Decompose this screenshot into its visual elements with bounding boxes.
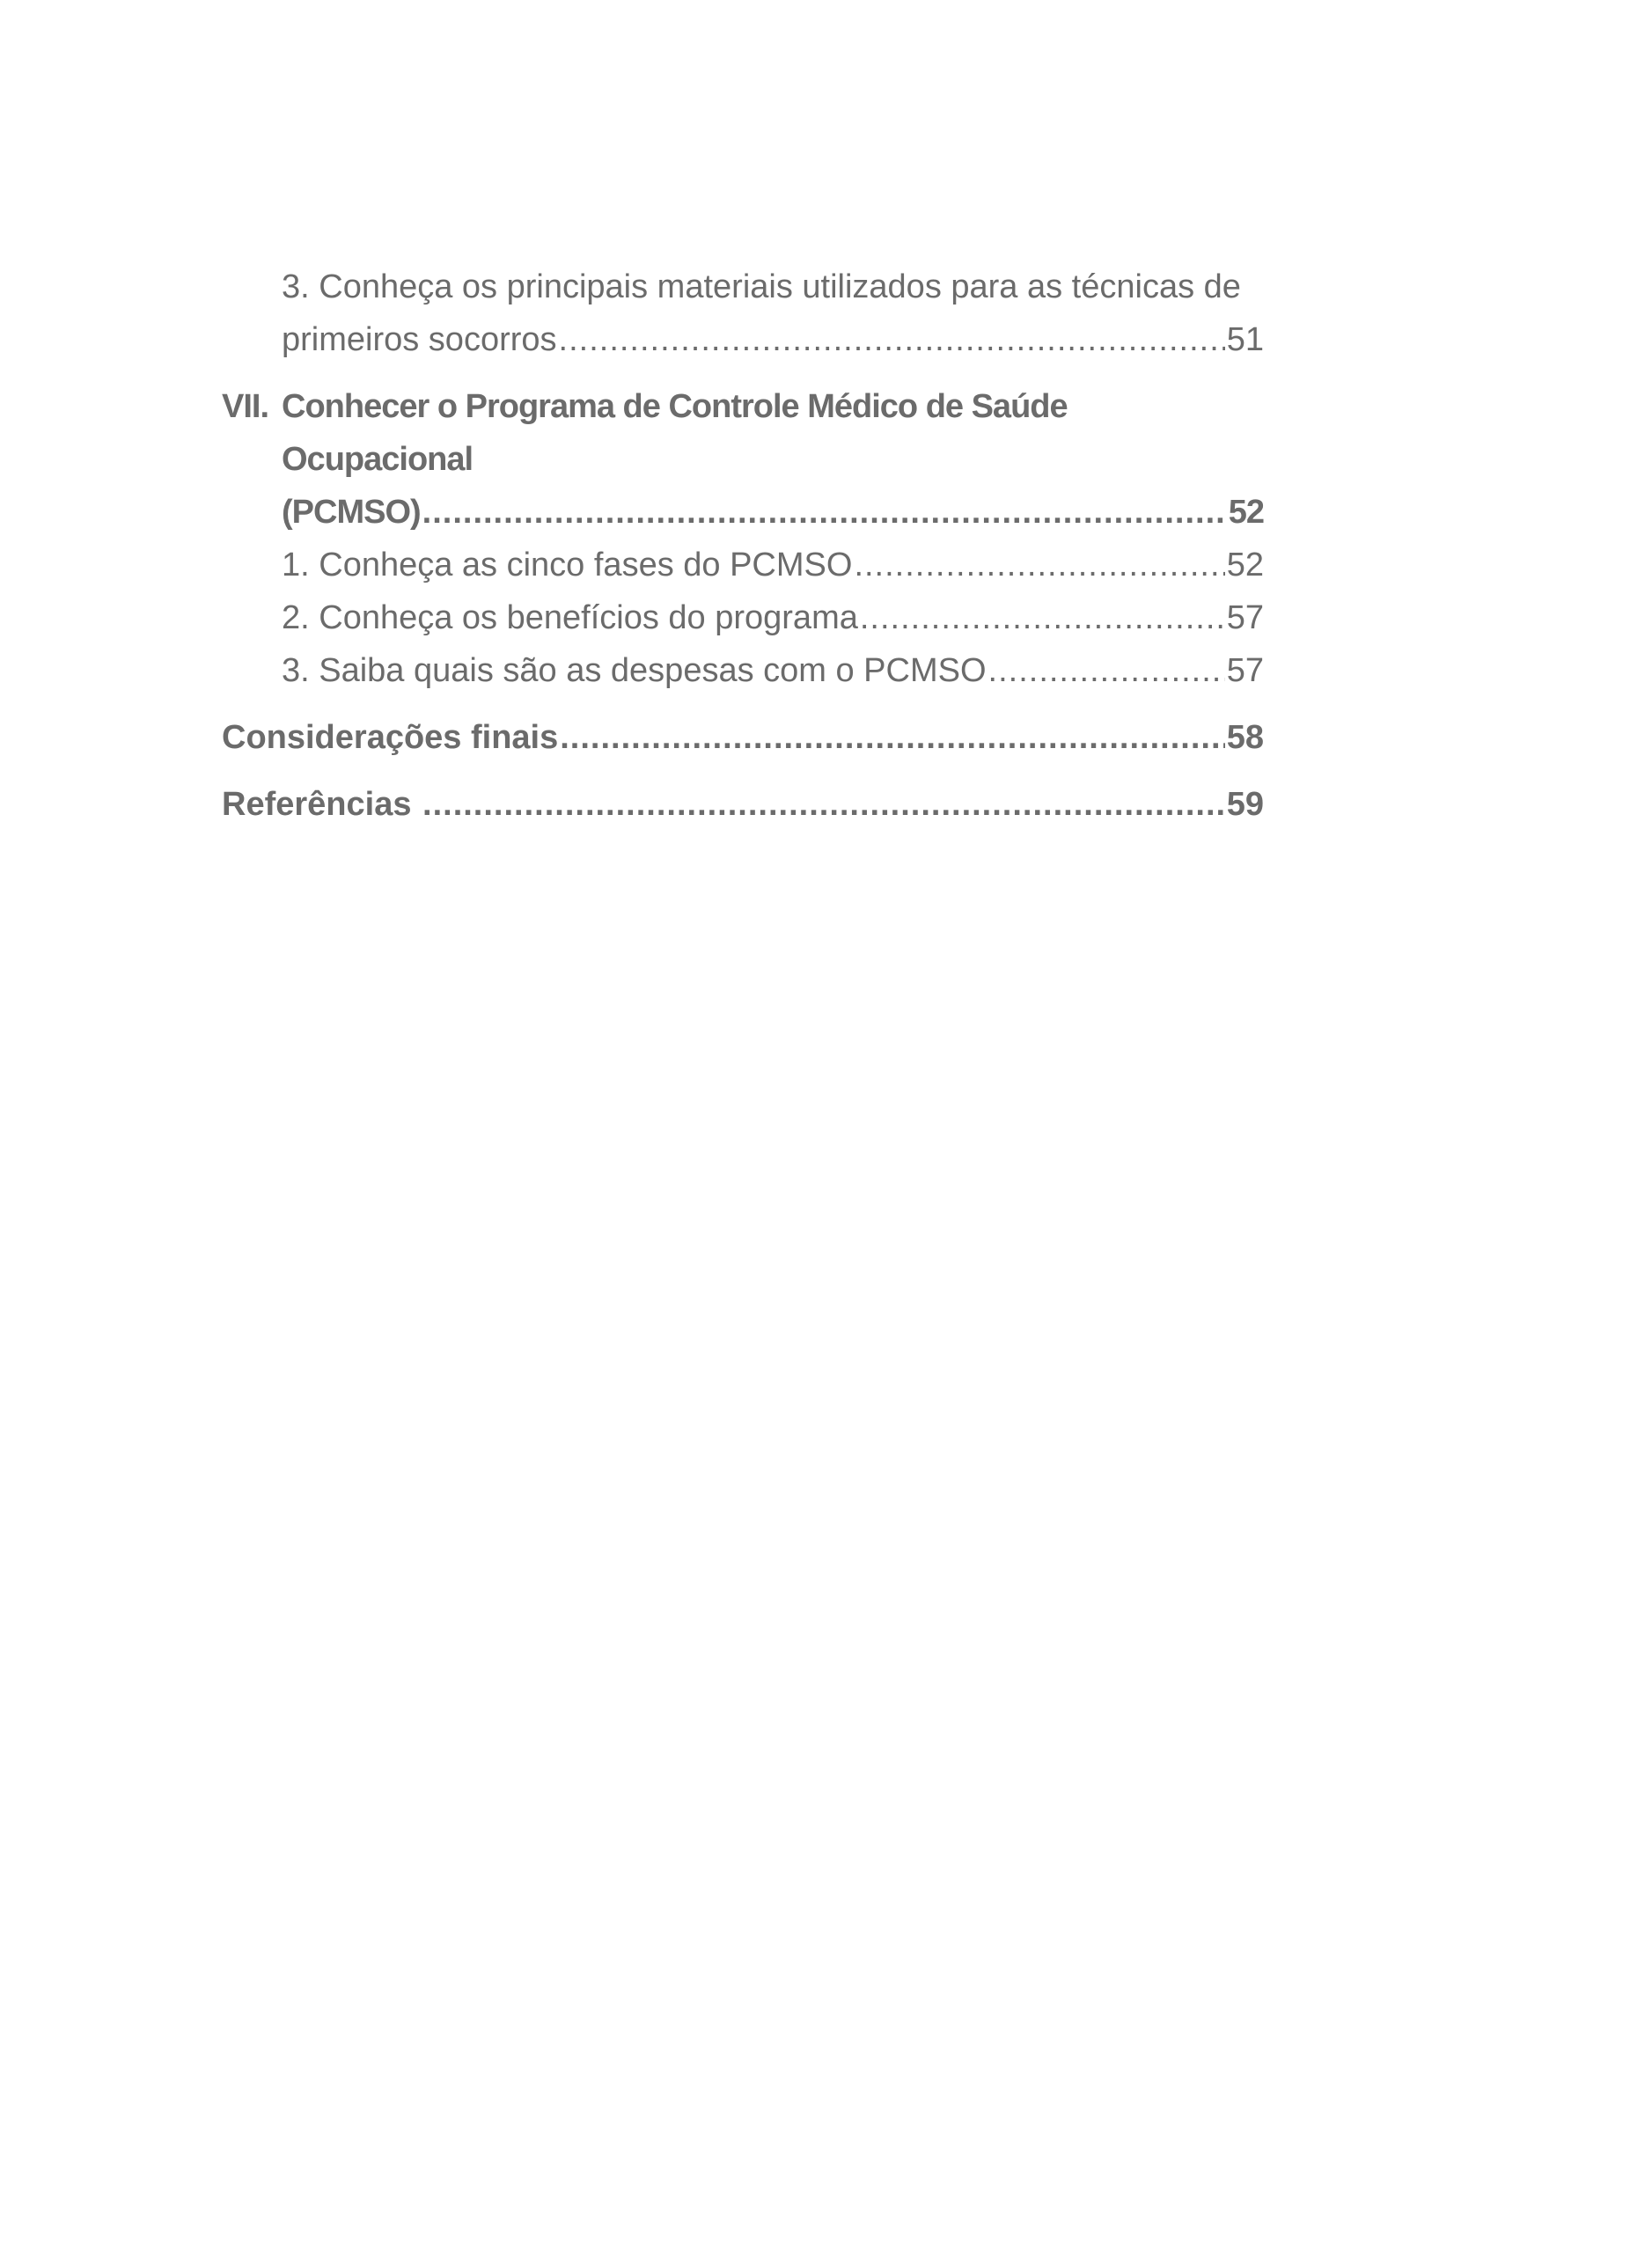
toc-entry-title: 1. Conheça as cinco fases do PCMSO xyxy=(282,547,853,583)
table-of-contents xyxy=(222,261,1264,831)
dot-leader xyxy=(854,539,1224,591)
toc-entry-title: 2. Conheça os benefícios do programa xyxy=(282,599,858,636)
toc-entry-cinco-fases[interactable] xyxy=(222,539,1264,591)
toc-entry-leader-line xyxy=(282,313,1264,366)
toc-entry-leader-line xyxy=(282,591,1264,644)
toc-page-number: 59 xyxy=(1226,786,1264,823)
dot-leader xyxy=(560,711,1224,764)
dot-leader xyxy=(559,313,1225,366)
toc-entry-beneficios[interactable] xyxy=(222,591,1264,644)
toc-entry-leader-line xyxy=(222,711,1264,764)
toc-entry-title-line: Conhecer o Programa de Controle Médico de Saúde Ocupacional xyxy=(282,388,1068,478)
toc-page-number: 52 xyxy=(1228,494,1264,531)
dot-leader xyxy=(988,644,1225,697)
toc-entry-title: 3. Saiba quais são as despesas com o PCMSO xyxy=(282,652,987,689)
dot-leader xyxy=(422,486,1227,539)
toc-entry-leader-line xyxy=(282,486,1264,539)
toc-entry-consideracoes-finais[interactable] xyxy=(222,711,1264,764)
toc-page-number: 51 xyxy=(1226,321,1264,358)
toc-entry-title-line: 3. Conheça os principais materiais utilizados para as técnicas de xyxy=(282,268,1241,305)
toc-page-number: 58 xyxy=(1226,719,1264,756)
toc-entry-leader-line xyxy=(282,539,1264,591)
dot-leader xyxy=(860,591,1225,644)
toc-entry-leader-line xyxy=(282,644,1264,697)
toc-page-number: 57 xyxy=(1226,599,1264,636)
toc-page-number: 52 xyxy=(1226,547,1264,583)
dot-leader xyxy=(422,778,1225,831)
toc-entry-materiais-primeiros-socorros[interactable] xyxy=(222,261,1264,366)
toc-entry-referencias[interactable] xyxy=(222,778,1264,831)
toc-section-numeral: VII. xyxy=(222,388,269,425)
toc-entry-title: Referências xyxy=(222,786,422,823)
toc-entry-title: (PCMSO) xyxy=(282,494,421,531)
toc-entry-leader-line xyxy=(222,778,1264,831)
toc-page-number: 57 xyxy=(1226,652,1264,689)
toc-entry-title: primeiros socorros xyxy=(282,321,557,358)
toc-entry-despesas[interactable] xyxy=(222,644,1264,697)
toc-entry-pcmso-section[interactable] xyxy=(222,380,1264,539)
toc-entry-title: Considerações finais xyxy=(222,719,559,756)
